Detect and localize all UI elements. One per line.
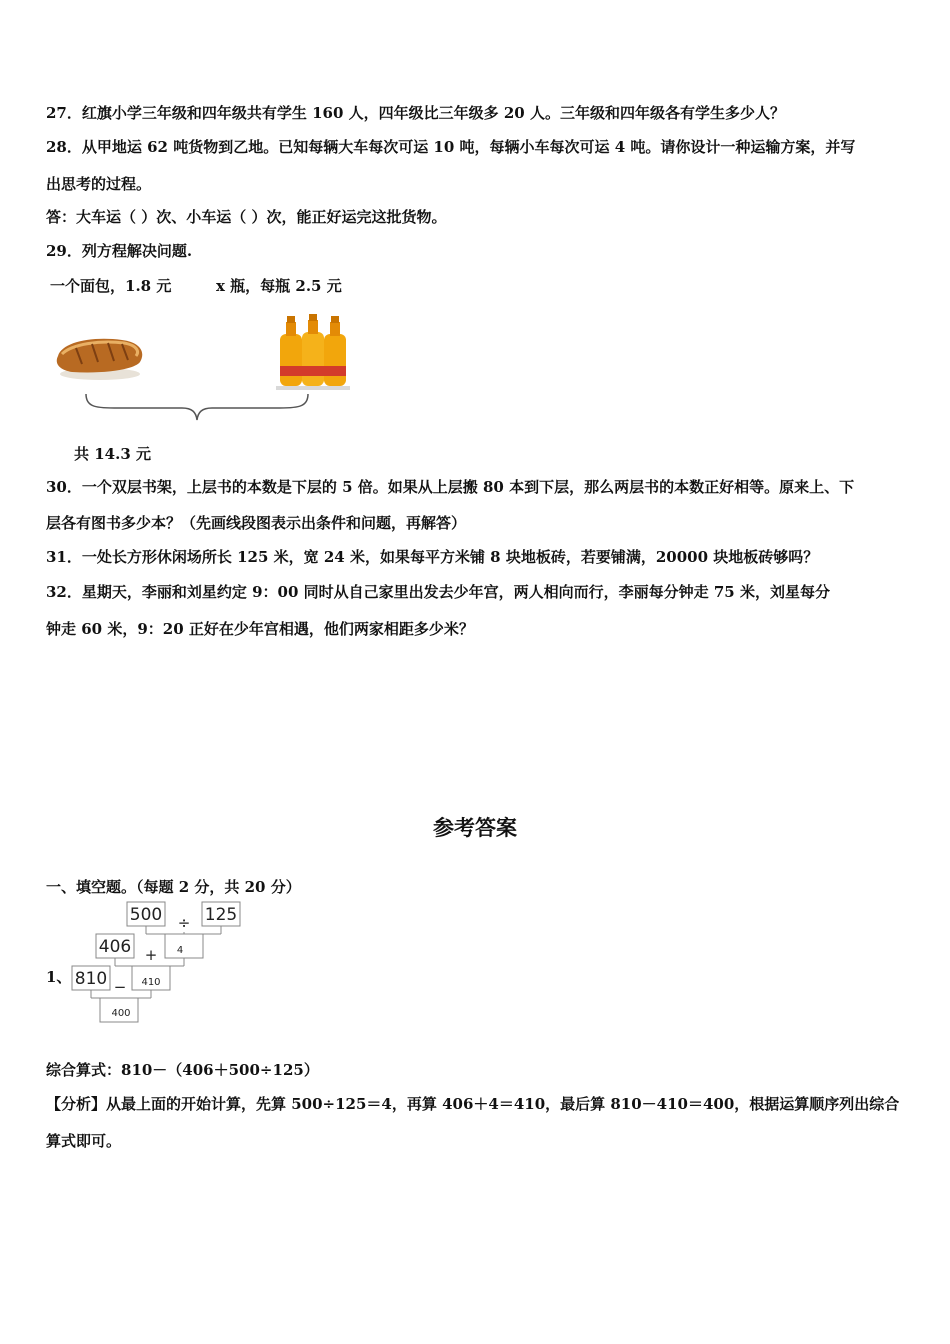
question-32-line1: 32．星期天，李丽和刘星约定 9：00 同时从自己家里出发去少年宫，两人相向而行，李丽每分钟走 75 米，刘星每分 xyxy=(46,583,830,601)
question-28-line1: 28．从甲地运 62 吨货物到乙地。已知每辆大车每次可运 10 吨，每辆小车每次可运 4 吨。请你设计一种运输方案，并写 xyxy=(46,138,856,156)
question-32-line2: 钟走 60 米，9：20 正好在少年宫相遇，他们两家相距多少米？ xyxy=(46,620,474,638)
question-29: 29．列方程解决问题. xyxy=(46,242,193,260)
brace-icon xyxy=(84,392,310,422)
operator-minus: − xyxy=(113,978,127,996)
question-30-line2: 层各有图书多少本？（先画线段图表示出条件和问题，再解答） xyxy=(46,514,467,532)
operator-divide: ÷ xyxy=(177,914,191,932)
bread-image xyxy=(52,334,148,384)
answer-item-label: 1、 xyxy=(46,968,72,986)
bottle-price-label: x 瓶，每瓶 2.5 元 xyxy=(216,277,342,295)
value-125: 125 xyxy=(204,905,238,925)
question-28-answer: 答：大车运（ ）次、小车运（ ）次，能正好运完这批货物。 xyxy=(46,208,447,226)
question-28-line2: 出思考的过程。 xyxy=(46,175,152,193)
value-4: 4 xyxy=(176,945,184,956)
answer-analysis-line1: 【分析】从最上面的开始计算，先算 500÷125＝4，再算 406＋4＝410，最后算 810－410＝400，根据运算顺序列出综合 xyxy=(46,1095,900,1113)
value-406: 406 xyxy=(98,937,132,957)
value-410: 410 xyxy=(141,977,161,988)
value-500: 500 xyxy=(129,905,163,925)
answers-section-heading: 一、填空题。（每题 2 分，共 20 分） xyxy=(46,878,301,896)
box-4 xyxy=(165,934,203,958)
answer-analysis-line2: 算式即可。 xyxy=(46,1132,122,1150)
value-810: 810 xyxy=(74,969,108,989)
calculation-diagram xyxy=(66,898,246,1028)
answers-title: 参考答案 xyxy=(433,816,517,840)
total-price-label: 共 14.3 元 xyxy=(74,445,151,463)
operator-plus: + xyxy=(144,946,158,964)
question-30-line1: 30．一个双层书架，上层书的本数是下层的 5 倍。如果从上层搬 80 本到下层，那么两层书的本数正好相等。原来上、下 xyxy=(46,478,855,496)
question-31: 31．一处长方形休闲场所长 125 米，宽 24 米，如果每平方米铺 8 块地板砖，若要铺满，20000 块地板砖够吗？ xyxy=(46,548,819,566)
question-27: 27．红旗小学三年级和四年级共有学生 160 人，四年级比三年级多 20 人。三年级和四年级各有学生多少人？ xyxy=(46,104,785,122)
value-400: 400 xyxy=(111,1008,131,1019)
answer-formula: 综合算式：810－（406＋500÷125） xyxy=(46,1061,319,1079)
bottles-image xyxy=(276,312,350,392)
bread-price-label: 一个面包，1.8 元 xyxy=(50,277,172,295)
